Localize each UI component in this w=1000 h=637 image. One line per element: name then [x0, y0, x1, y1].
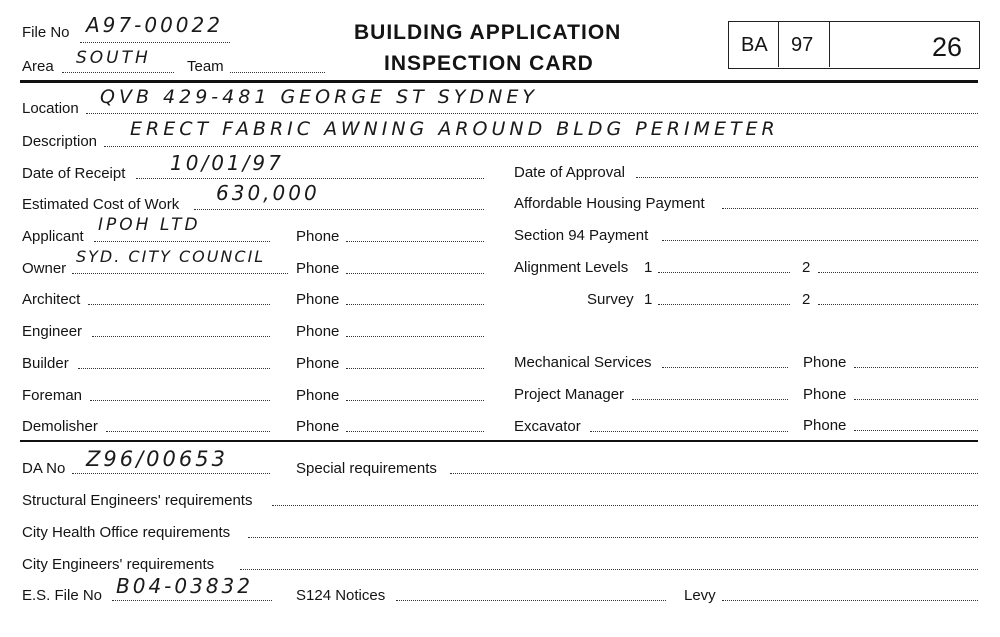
- header-rule: [20, 80, 978, 83]
- project-manager-label: Project Manager: [514, 386, 625, 403]
- builder-phone-line: [346, 368, 484, 369]
- applicant-label: Applicant: [22, 228, 84, 245]
- structural-engineers-line: [272, 505, 978, 506]
- engineer-phone-label: Phone: [296, 323, 340, 340]
- owner-line: [72, 273, 288, 274]
- special-requirements-label: Special requirements: [296, 460, 437, 477]
- area-line: [62, 72, 174, 73]
- applicant-phone-line: [346, 241, 484, 242]
- alignment-levels-label: Alignment Levels: [514, 259, 629, 276]
- es-file-no-value: B04-03832: [116, 574, 254, 598]
- foreman-phone-label: Phone: [296, 387, 340, 404]
- project-manager-line: [632, 399, 788, 400]
- applicant-value: IPOH LTD: [98, 215, 201, 235]
- excavator-phone-line: [854, 430, 978, 431]
- description-line: [104, 146, 978, 147]
- estimated-cost-label: Estimated Cost of Work: [22, 196, 180, 213]
- date-of-receipt-line: [136, 178, 484, 179]
- description-value: ERECT FABRIC AWNING AROUND BLDG PERIMETER: [130, 118, 779, 140]
- section-94-line: [662, 240, 978, 241]
- date-of-approval-line: [636, 177, 978, 178]
- demolisher-phone-line: [346, 431, 484, 432]
- mechanical-services-line: [662, 367, 788, 368]
- foreman-label: Foreman: [22, 387, 83, 404]
- da-no-label: DA No: [22, 460, 66, 477]
- title-line-2: INSPECTION CARD: [384, 52, 594, 75]
- ref-ba: BA: [741, 34, 768, 56]
- mechanical-phone-label: Phone: [803, 354, 847, 371]
- middle-rule: [20, 440, 978, 442]
- affordable-housing-label: Affordable Housing Payment: [514, 195, 705, 212]
- levy-label: Levy: [684, 587, 716, 604]
- alignment-levels-2-label: 2: [802, 259, 811, 276]
- demolisher-label: Demolisher: [22, 418, 98, 435]
- city-engineers-line: [240, 569, 978, 570]
- owner-phone-line: [346, 273, 484, 274]
- engineer-phone-line: [346, 336, 484, 337]
- survey-2-line: [818, 304, 978, 305]
- ref-number: 26: [932, 32, 963, 62]
- file-no-label: File No: [22, 24, 70, 41]
- description-label: Description: [22, 133, 98, 150]
- builder-phone-label: Phone: [296, 355, 340, 372]
- es-file-no-label: E.S. File No: [22, 587, 103, 604]
- city-health-label: City Health Office requirements: [22, 524, 231, 541]
- alignment-levels-1-label: 1: [644, 259, 653, 276]
- da-no-value: Z96/00653: [86, 447, 228, 471]
- excavator-phone-label: Phone: [803, 417, 847, 434]
- s124-notices-line: [396, 600, 666, 601]
- affordable-housing-line: [722, 208, 978, 209]
- survey-1-line: [658, 304, 790, 305]
- city-engineers-label: City Engineers' requirements: [22, 556, 215, 573]
- survey-1-label: 1: [644, 291, 653, 308]
- owner-phone-label: Phone: [296, 260, 340, 277]
- project-manager-phone-line: [854, 399, 978, 400]
- builder-label: Builder: [22, 355, 69, 372]
- city-health-line: [248, 537, 978, 538]
- team-line: [230, 72, 325, 73]
- section-94-label: Section 94 Payment: [514, 227, 649, 244]
- project-manager-phone-label: Phone: [803, 386, 847, 403]
- date-of-approval-label: Date of Approval: [514, 164, 625, 181]
- demolisher-phone-label: Phone: [296, 418, 340, 435]
- location-value: QVB 429-481 GEORGE ST SYDNEY: [100, 86, 538, 108]
- foreman-line: [90, 400, 270, 401]
- foreman-phone-line: [346, 400, 484, 401]
- team-label: Team: [187, 58, 224, 75]
- architect-line: [88, 304, 270, 305]
- mechanical-phone-line: [854, 367, 978, 368]
- area-label: Area: [22, 58, 54, 75]
- area-value: SOUTH: [76, 48, 151, 68]
- levy-line: [722, 600, 978, 601]
- architect-phone-label: Phone: [296, 291, 340, 308]
- s124-notices-label: S124 Notices: [296, 587, 386, 604]
- location-line: [86, 113, 978, 114]
- da-no-line: [72, 473, 270, 474]
- es-file-no-line: [112, 600, 272, 601]
- special-requirements-line: [450, 473, 978, 474]
- alignment-levels-2-line: [818, 272, 978, 273]
- file-no-line: [80, 42, 230, 43]
- title-line-1: BUILDING APPLICATION: [354, 21, 622, 44]
- excavator-label: Excavator: [514, 418, 581, 435]
- applicant-line: [94, 241, 270, 242]
- demolisher-line: [106, 431, 270, 432]
- mechanical-services-label: Mechanical Services: [514, 354, 652, 371]
- engineer-line: [92, 336, 270, 337]
- location-label: Location: [22, 100, 79, 117]
- date-of-receipt-value: 10/01/97: [170, 151, 284, 175]
- file-no-value: A97-00022: [86, 13, 223, 37]
- date-of-receipt-label: Date of Receipt: [22, 165, 126, 182]
- owner-label: Owner: [22, 260, 67, 277]
- survey-2-label: 2: [802, 291, 811, 308]
- owner-value: SYD. CITY COUNCIL: [76, 247, 266, 266]
- survey-label: Survey: [587, 291, 634, 308]
- ref-year: 97: [791, 34, 814, 56]
- engineer-label: Engineer: [22, 323, 83, 340]
- structural-engineers-label: Structural Engineers' requirements: [22, 492, 253, 509]
- estimated-cost-value: 630,000: [216, 181, 320, 205]
- estimated-cost-line: [194, 209, 484, 210]
- alignment-levels-1-line: [658, 272, 790, 273]
- architect-label: Architect: [22, 291, 81, 308]
- architect-phone-line: [346, 304, 484, 305]
- excavator-line: [590, 431, 788, 432]
- builder-line: [78, 368, 270, 369]
- applicant-phone-label: Phone: [296, 228, 340, 245]
